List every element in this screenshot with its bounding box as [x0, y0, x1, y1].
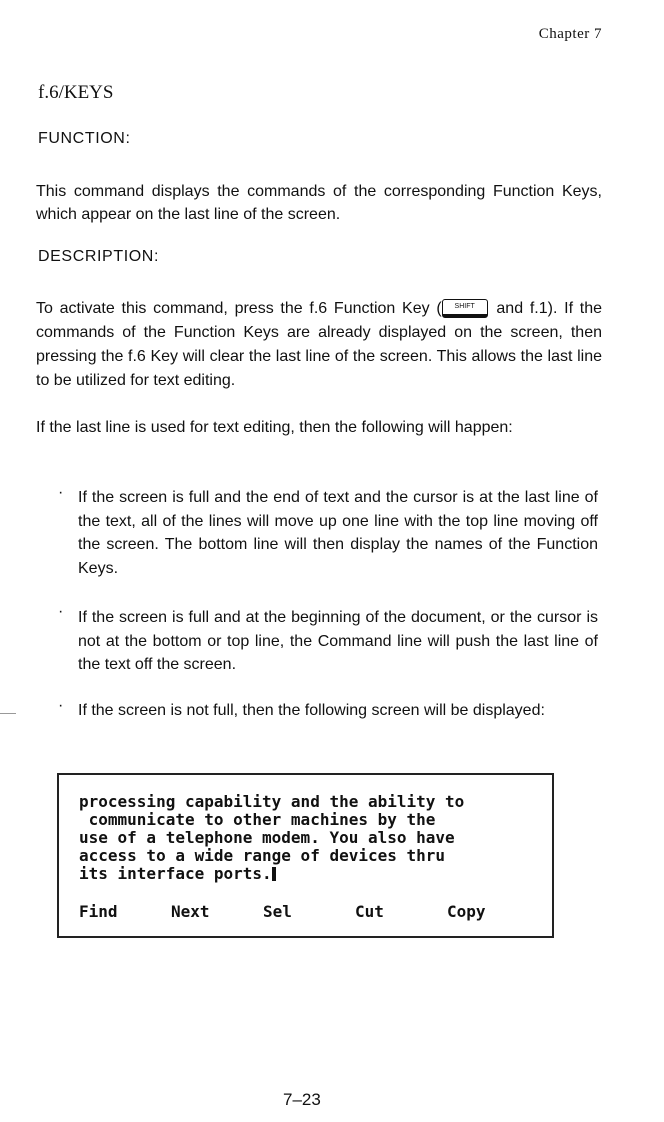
shift-key-icon: SHIFT — [442, 299, 488, 318]
section-title: f.6/KEYS — [38, 82, 114, 103]
description-p1-start: To activate this command, press the f.6 Function Key ( — [36, 300, 442, 317]
description-paragraph-2: If the last line is used for text editing, then the following will happen: — [36, 419, 513, 436]
bullet-item-1: If the screen is full and the end of text and the cursor is at the last line of the text, all of the lines will move up one line with the top line moving off the screen. The bottom line will then display the names of the Function Keys. — [78, 489, 598, 577]
screen-line: its interface ports. — [79, 864, 272, 883]
screen-line: use of a telephone modem. You also have — [79, 828, 455, 847]
bullet-dot-icon: · — [58, 484, 64, 501]
description-paragraph-1 — [36, 297, 602, 393]
margin-mark — [0, 713, 16, 714]
function-key-copy: Copy — [447, 902, 486, 921]
function-key-sel: Sel — [263, 902, 292, 921]
bullet-dot-icon: · — [58, 603, 64, 620]
function-key-next: Next — [171, 902, 210, 921]
chapter-header: Chapter 7 — [538, 26, 602, 42]
screen-display-example — [57, 773, 554, 938]
function-paragraph: This command displays the commands of the corresponding Function Keys, which appear on the last line of the screen. — [36, 183, 602, 223]
screen-line: processing capability and the ability to — [79, 792, 465, 811]
description-p1-end: and f.1). If the commands of the Function Keys are already displayed on the screen, then pressing the f.6 Key will clear the last line of the screen. This allows the last line to be utilized for text editing. — [36, 300, 603, 389]
function-key-cut: Cut — [355, 902, 384, 921]
screen-line: access to a wide range of devices thru — [79, 846, 446, 865]
function-key-find: Find — [79, 902, 118, 921]
bullet-item-2: If the screen is full and at the beginning of the document, or the cursor is not at the bottom or top line, the Command line will push the last line of the text off the screen. — [78, 609, 598, 673]
function-heading: FUNCTION: — [38, 130, 131, 147]
screen-line-last — [79, 865, 549, 883]
screen-line: communicate to other machines by the — [79, 810, 436, 829]
screen-text-block — [79, 793, 549, 883]
page-number: 7–23 — [283, 1090, 321, 1109]
bullet-dot-icon: · — [58, 697, 64, 714]
text-cursor-icon — [272, 867, 276, 881]
bullet-item-3: If the screen is not full, then the following screen will be displayed: — [78, 702, 545, 719]
description-heading: DESCRIPTION: — [38, 248, 159, 265]
